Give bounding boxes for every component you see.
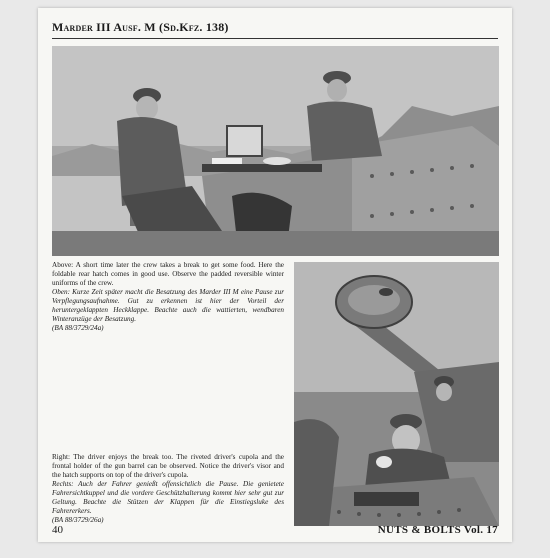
caption-bottom-english: Right: The driver enjoys the break too. The riveted driver's cupola and the frontal holder of the gun barrel can be observed. Notice the driver's visor and the hatch supports on top of the driver's cupola. xyxy=(52,453,284,479)
caption-top xyxy=(52,261,284,333)
photo-driver-break xyxy=(294,262,499,526)
caption-bottom xyxy=(52,453,284,525)
caption-bottom-source: (BA 88/3729/26a) xyxy=(52,516,104,524)
page-number: 40 xyxy=(52,524,63,536)
header-divider xyxy=(52,38,498,39)
caption-top-german: Oben: Kurze Zeit später macht die Besatzung des Marder III M eine Pause zur Verpflegungsaufnahme. Gut zu erkennen ist hier der Vorteil der heruntergeklappten Heckklappe. Beachte auch die wattierten, wendbaren Winteranzüge der Besatzung. xyxy=(52,288,284,323)
series-title: NUTS & BOLTS Vol. 17 xyxy=(377,524,498,536)
caption-top-english: Above: A short time later the crew takes a break to get some food. Here the foldable rear hatch comes in good use. Observe the padded reversible winter uniforms of the crew. xyxy=(52,261,284,287)
caption-top-source: (BA 88/3729/24a) xyxy=(52,324,104,332)
caption-bottom-german: Rechts: Auch der Fahrer genießt offensichtlich die Pause. Die genietete Fahrersichtkuppel und die vordere Geschützhalterung kommt hier sehr gut zur Geltung. Beachte die Stützen der Klappen für die Einstiegsluke des Fahrererkers. xyxy=(52,480,284,515)
document-page xyxy=(38,8,512,542)
photo-crew-break xyxy=(52,46,499,256)
page-title: Marder III Ausf. M (Sd.Kfz. 138) xyxy=(52,20,229,34)
